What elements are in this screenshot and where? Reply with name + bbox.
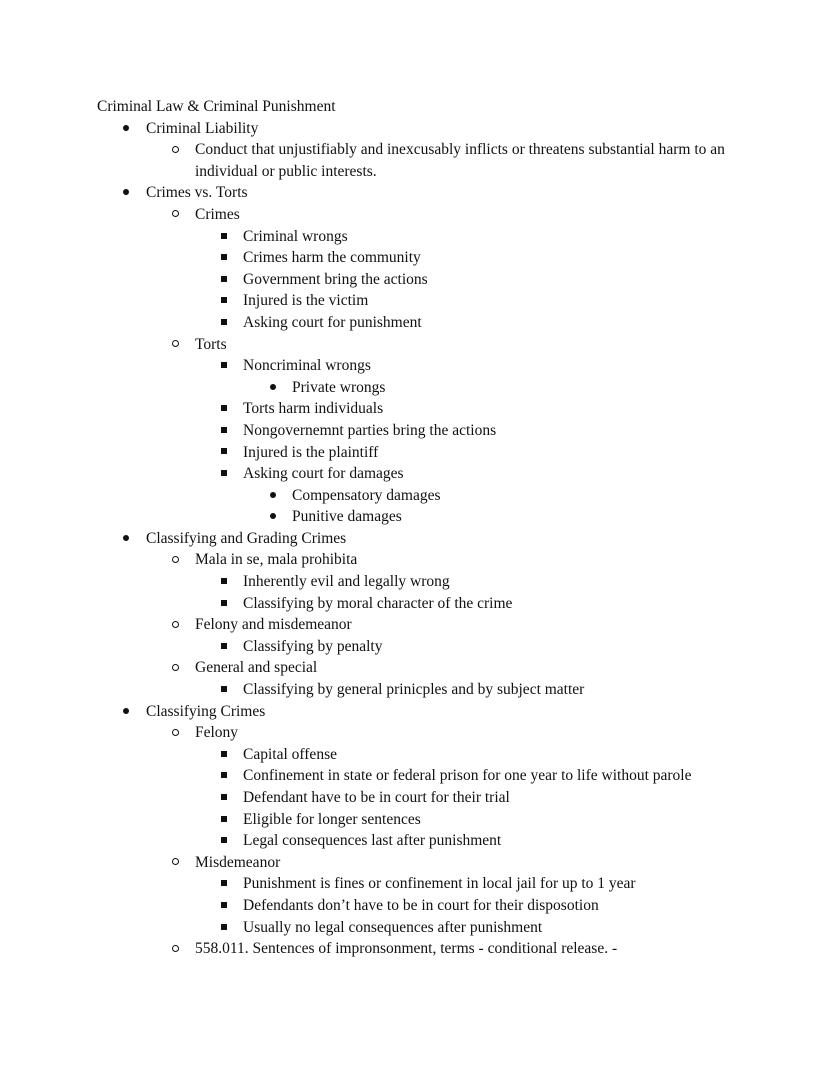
outline-item-level-3 [0,571,828,593]
square-bullet-icon [214,830,234,852]
outline-item-text: Nongovernemnt parties bring the actions [243,421,497,439]
hollow-bullet-icon-glyph [172,664,179,671]
hollow-bullet-icon [165,852,185,874]
outline-item-text: Torts harm individuals [243,400,384,418]
outline-item-text: Usually no legal consequences after punishment [243,918,543,936]
outline-item-level-3 [0,765,828,787]
document-title: Criminal Law & Criminal Punishment [97,98,336,115]
filled-bullet-icon-glyph [270,384,276,390]
outline-item-level-2 [0,334,828,356]
square-bullet-icon [214,765,234,787]
outline-item-level-3 [0,917,828,939]
square-bullet-icon-glyph [221,276,227,282]
outline-item-text: Classifying by general prinicples and by subject matter [243,681,585,699]
outline-item-level-2 [0,722,828,744]
hollow-bullet-icon-glyph [172,556,179,563]
square-bullet-icon [214,787,234,809]
outline-item-level-3 [0,809,828,831]
outline-item-text: Government bring the actions [243,270,428,288]
square-bullet-icon-glyph [221,427,227,433]
outline-item-text: Injured is the victim [243,292,369,310]
square-bullet-icon-glyph [221,578,227,584]
outline-item-level-4 [0,377,828,399]
outline-item-text: Legal consequences last after punishment [243,832,502,850]
hollow-bullet-icon [165,204,185,226]
outline-item-text: Crimes harm the community [243,249,421,267]
square-bullet-icon-glyph [221,254,227,260]
filled-bullet-icon-glyph [123,708,129,714]
square-bullet-icon [214,679,234,701]
hollow-bullet-icon [165,938,185,960]
square-bullet-icon-glyph [221,880,227,886]
outline-item-text: Torts [195,335,227,353]
square-bullet-icon-glyph [221,816,227,822]
outline-item-level-3 [0,269,828,291]
square-bullet-icon [214,398,234,420]
hollow-bullet-icon-glyph [172,858,179,865]
filled-bullet-icon [116,701,136,723]
square-bullet-icon-glyph [221,794,227,800]
outline-item-level-3 [0,442,828,464]
square-bullet-icon [214,744,234,766]
outline-item-text: Defendants don’t have to be in court for their disposotion [243,896,599,914]
square-bullet-icon-glyph [221,686,227,692]
outline-item-text: Eligible for longer sentences [243,810,421,828]
outline-item-level-3 [0,744,828,766]
outline-item-text: Misdemeanor [195,853,281,871]
outline-item-level-3 [0,895,828,917]
hollow-bullet-icon-glyph [172,945,179,952]
outline-item-level-3 [0,787,828,809]
square-bullet-icon [214,571,234,593]
outline-item-level-2 [0,614,828,636]
hollow-bullet-icon [165,614,185,636]
outline-item-level-3 [0,398,828,420]
square-bullet-icon [214,312,234,334]
filled-bullet-icon-glyph [270,513,276,519]
outline-item-text: Felony and misdemeanor [195,616,352,634]
square-bullet-icon-glyph [221,470,227,476]
outline-item-level-3 [0,593,828,615]
outline-item-level-2 [0,139,828,182]
outline-item-level-3 [0,463,828,485]
hollow-bullet-icon-glyph [172,621,179,628]
square-bullet-icon [214,247,234,269]
outline-item-level-1 [0,182,828,204]
outline-item-text: Confinement in state or federal prison for one year to life without parole [243,767,692,785]
outline-item-text: Classifying by penalty [243,637,383,655]
outline-item-text: Asking court for damages [243,465,404,483]
outline-item-level-2 [0,204,828,226]
outline-item-text: Crimes vs. Torts [146,184,248,202]
hollow-bullet-icon [165,549,185,571]
square-bullet-icon [214,420,234,442]
outline-item-text: Injured is the plaintiff [243,443,379,461]
hollow-bullet-icon-glyph [172,146,179,153]
outline-item-level-3 [0,830,828,852]
outline-item-level-2 [0,657,828,679]
outline-item-level-3 [0,355,828,377]
square-bullet-icon [214,593,234,615]
hollow-bullet-icon-glyph [172,340,179,347]
square-bullet-icon-glyph [221,751,227,757]
outline-item-level-4 [0,506,828,528]
filled-bullet-icon [263,485,283,507]
outline-item-level-3 [0,312,828,334]
square-bullet-icon-glyph [221,297,227,303]
outline-item-level-1 [0,118,828,140]
hollow-bullet-icon [165,334,185,356]
square-bullet-icon [214,895,234,917]
outline-item-text: Mala in se, mala prohibita [195,551,358,569]
outline-item-level-4 [0,485,828,507]
square-bullet-icon [214,809,234,831]
outline-item-level-1 [0,701,828,723]
square-bullet-icon [214,636,234,658]
outline-item-level-3 [0,679,828,701]
filled-bullet-icon-glyph [270,492,276,498]
outline-item-text: Punishment is fines or confinement in local jail for up to 1 year [243,875,636,893]
outline-item-text: Capital offense [243,745,337,763]
outline-item-text: Criminal wrongs [243,227,348,245]
outline-item-level-3 [0,420,828,442]
square-bullet-icon-glyph [221,902,227,908]
outline-item-text: Punitive damages [292,508,402,526]
outline-item-text: Classifying and Grading Crimes [146,529,347,547]
square-bullet-icon-glyph [221,837,227,843]
outline-item-level-2 [0,938,828,960]
outline-item-level-3 [0,290,828,312]
outline-item-level-3 [0,873,828,895]
square-bullet-icon [214,873,234,895]
filled-bullet-icon [116,118,136,140]
outline-item-level-3 [0,226,828,248]
hollow-bullet-icon [165,722,185,744]
outline-item-text: Compensatory damages [292,486,441,504]
filled-bullet-icon-glyph [123,189,129,195]
square-bullet-icon-glyph [221,772,227,778]
hollow-bullet-icon-glyph [172,729,179,736]
outline-item-text: Criminal Liability [146,119,259,137]
outline-item-text: Noncriminal wrongs [243,357,371,375]
square-bullet-icon [214,226,234,248]
filled-bullet-icon [116,528,136,550]
filled-bullet-icon [263,377,283,399]
square-bullet-icon-glyph [221,405,227,411]
square-bullet-icon [214,269,234,291]
square-bullet-icon [214,355,234,377]
square-bullet-icon-glyph [221,319,227,325]
square-bullet-icon-glyph [221,924,227,930]
outline-item-text: Inherently evil and legally wrong [243,573,450,591]
square-bullet-icon [214,463,234,485]
outline-item-text: Classifying Crimes [146,702,266,720]
hollow-bullet-icon-glyph [172,210,179,217]
filled-bullet-icon-glyph [123,535,129,541]
square-bullet-icon-glyph [221,362,227,368]
bulleted-outline [0,118,828,960]
outline-item-level-2 [0,549,828,571]
filled-bullet-icon [263,506,283,528]
outline-item-text: Conduct that unjustifiably and inexcusably inflicts or threatens substantial harm to an individual or public interests. [195,141,725,180]
filled-bullet-icon [116,182,136,204]
square-bullet-icon [214,442,234,464]
square-bullet-icon-glyph [221,233,227,239]
square-bullet-icon-glyph [221,643,227,649]
square-bullet-icon-glyph [221,600,227,606]
outline-item-text: Defendant have to be in court for their trial [243,789,510,806]
outline-item-text: Asking court for punishment [243,313,422,331]
square-bullet-icon-glyph [221,448,227,454]
outline-item-level-3 [0,247,828,269]
outline-item-level-1 [0,528,828,550]
outline-item-level-2 [0,852,828,874]
outline-item-text: Felony [195,724,239,742]
outline-item-text: Private wrongs [292,378,386,396]
outline-item-text: General and special [195,659,318,677]
outline-item-text: Crimes [195,205,240,223]
outline-item-level-3 [0,636,828,658]
filled-bullet-icon-glyph [123,125,129,131]
square-bullet-icon [214,290,234,312]
outline-item-text: 558.011. Sentences of impronsonment, terms - conditional release. - [195,940,618,958]
hollow-bullet-icon [165,657,185,679]
square-bullet-icon [214,917,234,939]
outline-item-text: Classifying by moral character of the crime [243,594,513,612]
hollow-bullet-icon [165,139,185,161]
